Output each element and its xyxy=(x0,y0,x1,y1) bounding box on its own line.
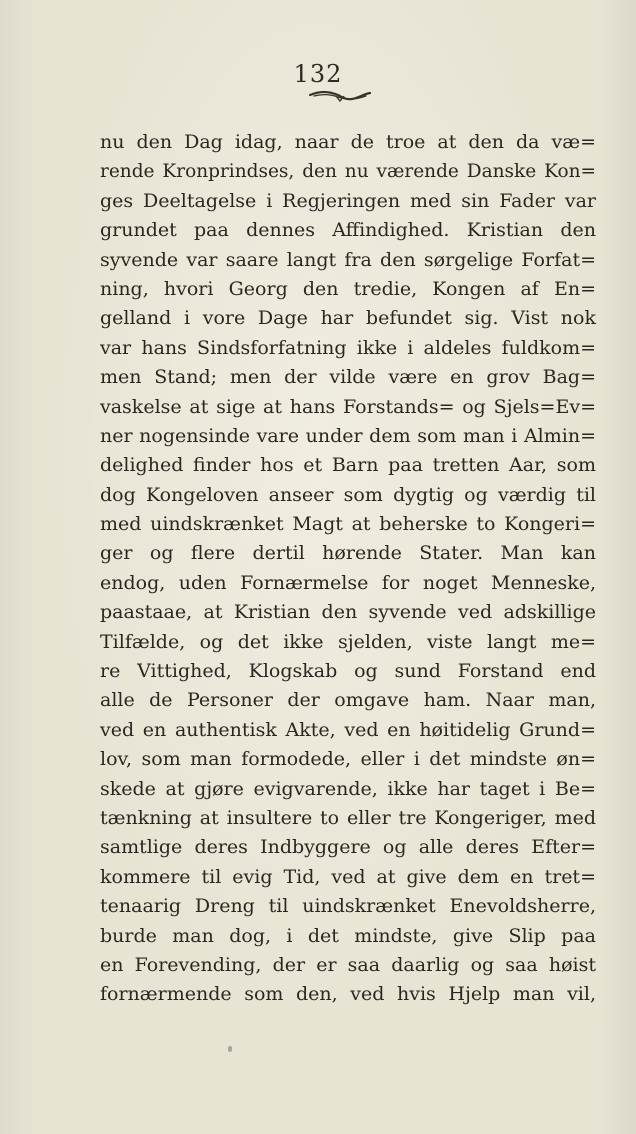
text-line: re Vittighed, Klogskab og sund Forstand end xyxy=(100,660,596,683)
text-line: tænkning at insultere to eller tre Kongeriger, med xyxy=(100,806,596,829)
text-line: med uindskrænket Magt at beherske to Kongeri= xyxy=(100,513,596,536)
body-text xyxy=(100,128,596,1010)
ink-speck xyxy=(228,1046,232,1052)
text-line: tenaarig Dreng til uindskrænket Enevoldsherre, xyxy=(100,895,596,918)
text-line: kommere til evig Tid, ved at give dem en tret= xyxy=(100,865,596,888)
text-line: var hans Sindsforfatning ikke i aldeles fuldkom= xyxy=(100,336,596,359)
text-line: skede at gjøre evigvarende, ikke har taget i Be= xyxy=(100,777,596,800)
text-line: paastaae, at Kristian den syvende ved adskillige xyxy=(100,601,596,624)
text-line: vaskelse at sige at hans Forstands= og Sjels=Ev= xyxy=(100,395,596,418)
text-line: endog, uden Fornærmelse for noget Menneske, xyxy=(100,571,596,594)
text-line: en Forevending, der er saa daarlig og saa høist xyxy=(100,953,596,976)
text-line: fornærmende som den, ved hvis Hjelp man vil, xyxy=(100,983,596,1006)
text-line: gelland i vore Dage har befundet sig. Vist nok xyxy=(100,307,596,330)
text-line: burde man dog, i det mindste, give Slip paa xyxy=(100,924,596,947)
text-line: rende Kronprindses, den nu værende Danske Kon= xyxy=(100,161,596,183)
text-line: ger og flere dertil hørende Stater. Man kan xyxy=(100,542,596,565)
text-line: delighed finder hos et Barn paa tretten Aar, som xyxy=(100,454,596,477)
text-line: ner nogensinde vare under dem som man i Almin= xyxy=(100,424,596,447)
ornament-divider-icon xyxy=(308,88,372,104)
text-line: alle de Personer der omgave ham. Naar man, xyxy=(100,689,596,712)
text-line: men Stand; men der vilde være en grov Bag= xyxy=(100,366,596,389)
page-number: 132 xyxy=(293,60,343,88)
text-line: samtlige deres Indbyggere og alle deres Efter= xyxy=(100,836,596,859)
text-line: ved en authentisk Akte, ved en høitidelig Grund= xyxy=(100,718,596,741)
text-line: syvende var saare langt fra den sørgelige Forfat= xyxy=(100,248,596,271)
text-line: Tilfælde, og det ikke sjelden, viste langt me= xyxy=(100,630,596,653)
text-line: nu den Dag idag, naar de troe at den da væ= xyxy=(100,131,596,153)
text-line: lov, som man formodede, eller i det mindste øn= xyxy=(100,748,596,771)
text-line: grundet paa dennes Affindighed. Kristian den xyxy=(100,219,596,242)
text-line: ning, hvori Georg den tredie, Kongen af En= xyxy=(100,277,596,300)
text-line: dog Kongeloven anseer som dygtig og værdig til xyxy=(100,483,596,506)
text-line: ges Deeltagelse i Regjeringen med sin Fader var xyxy=(100,189,596,212)
